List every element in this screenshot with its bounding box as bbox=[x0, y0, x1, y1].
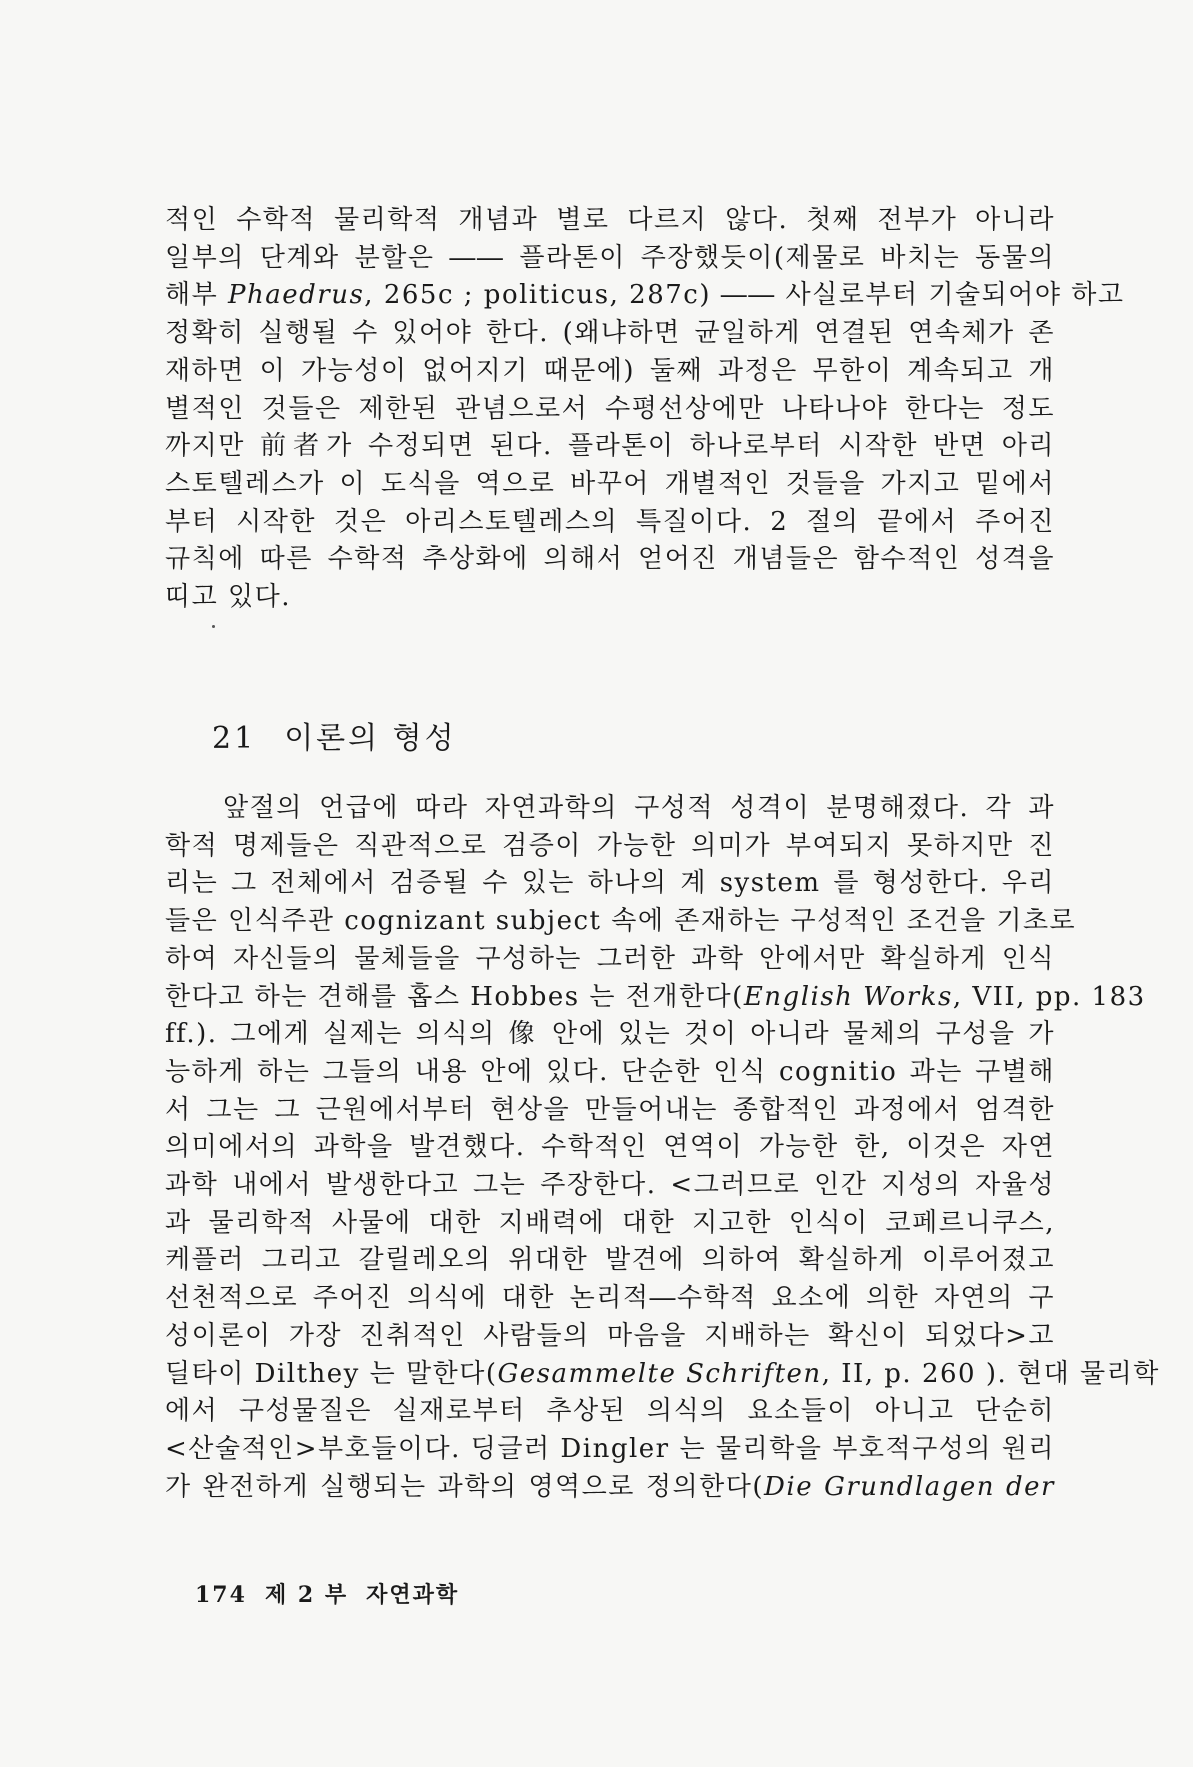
page-footer bbox=[195, 1578, 477, 1609]
text-line: 앞절의 언급에 따라 자연과학의 구성적 성격이 분명해졌다. 각 과 bbox=[223, 793, 1055, 823]
text-line: 해부 Phaedrus, 265c ; politicus, 287c) ―― 사실로부터 기술되어야 하고 bbox=[165, 280, 1125, 311]
print-speck bbox=[212, 625, 215, 628]
section-title: 이론의 형성 bbox=[284, 721, 457, 756]
text-line: 성이론이 가장 진취적인 사람들의 마음을 지배하는 확신이 되었다>고 bbox=[165, 1320, 1055, 1351]
paragraph-body bbox=[165, 790, 1160, 1506]
text-line: 케플러 그리고 갈릴레오의 위대한 발견에 의하여 확실하게 이루어졌고 bbox=[165, 1245, 1055, 1276]
text-line: 과학 내에서 발생한다고 그는 주장한다. <그러므로 인간 지성의 자율성 bbox=[165, 1170, 1055, 1201]
text-line: 에서 구성물질은 실재로부터 추상된 의식의 요소들이 아니고 단순히 bbox=[165, 1396, 1055, 1427]
text-line: 규칙에 따른 수학적 추상화에 의해서 얻어진 개념들은 함수적인 성격을 bbox=[165, 544, 1055, 575]
text-line: 부터 시작한 것은 아리스토텔레스의 특질이다. 2 절의 끝에서 주어진 bbox=[165, 506, 1055, 537]
text-line: 서 그는 그 근원에서부터 현상을 만들어내는 종합적인 과정에서 엄격한 bbox=[165, 1094, 1055, 1125]
part-label: 제 2 부 bbox=[264, 1582, 349, 1608]
text-line: 선천적으로 주어진 의식에 대한 논리적―수학적 요소에 의한 자연의 구 bbox=[165, 1283, 1055, 1314]
text-line: 정확히 실행될 수 있어야 한다. (왜냐하면 균일하게 연결된 연속체가 존 bbox=[165, 318, 1055, 349]
text-line: 능하게 하는 그들의 내용 안에 있다. 단순한 인식 cognitio 과는 구별해 bbox=[165, 1056, 1055, 1087]
text-line: 까지만 前者가 수정되면 된다. 플라톤이 하나로부터 시작한 반면 아리 bbox=[165, 431, 1055, 462]
page-number: 174 bbox=[195, 1582, 247, 1608]
text-line: 리는 그 전체에서 검증될 수 있는 하나의 계 system 를 형성한다. 우리 bbox=[165, 868, 1055, 899]
text-line: ff.). 그에게 실제는 의식의 像 안에 있는 것이 아니라 물체의 구성을 가 bbox=[165, 1019, 1055, 1050]
text-line: 별적인 것들은 제한된 관념으로서 수평선상에만 나타나야 한다는 정도 bbox=[165, 393, 1055, 424]
section-number: 21 bbox=[212, 721, 257, 756]
text-line: 딜타이 Dilthey 는 말한다(Gesammelte Schriften, II, p. 260 ). 현대 물리학 bbox=[165, 1358, 1160, 1389]
text-line: 재하면 이 가능성이 없어지기 때문에) 둘째 과정은 무한이 계속되고 개 bbox=[165, 355, 1055, 386]
text-line: 의미에서의 과학을 발견했다. 수학적인 연역이 가능한 한, 이것은 자연 bbox=[165, 1132, 1055, 1163]
text-line: 과 물리학적 사물에 대한 지배력에 대한 지고한 인식이 코페르니쿠스, bbox=[165, 1207, 1055, 1238]
text-line: 적인 수학적 물리학적 개념과 별로 다르지 않다. 첫째 전부가 아니라 bbox=[165, 205, 1055, 235]
text-line: 학적 명제들은 직관적으로 검증이 가능한 의미가 부여되지 못하지만 진 bbox=[165, 830, 1055, 861]
text-line: 띠고 있다. bbox=[165, 582, 291, 613]
text-line: 하여 자신들의 물체들을 구성하는 그러한 과학 안에서만 확실하게 인식 bbox=[165, 943, 1055, 974]
text-line: 한다고 하는 견해를 홉스 Hobbes 는 전개한다(English Works, VII, pp. 183 bbox=[165, 981, 1146, 1012]
section-label: 자연과학 bbox=[366, 1582, 460, 1608]
text-line: 일부의 단계와 분할은 ―― 플라톤이 주장했듯이(제물로 바치는 동물의 bbox=[165, 242, 1055, 273]
text-line: 스토텔레스가 이 도식을 역으로 바꾸어 개별적인 것들을 가지고 밑에서 bbox=[165, 468, 1055, 499]
paragraph-continuation bbox=[165, 202, 1125, 617]
section-heading bbox=[212, 713, 457, 757]
text-line: 가 완전하게 실행되는 과학의 영역으로 정의한다(Die Grundlagen der bbox=[165, 1471, 1055, 1502]
text-line: <산술적인>부호들이다. 딩글러 Dingler 는 물리학을 부호적구성의 원리 bbox=[165, 1433, 1055, 1464]
text-line: 들은 인식주관 cognizant subject 속에 존재하는 구성적인 조건을 기초로 bbox=[165, 906, 1077, 937]
